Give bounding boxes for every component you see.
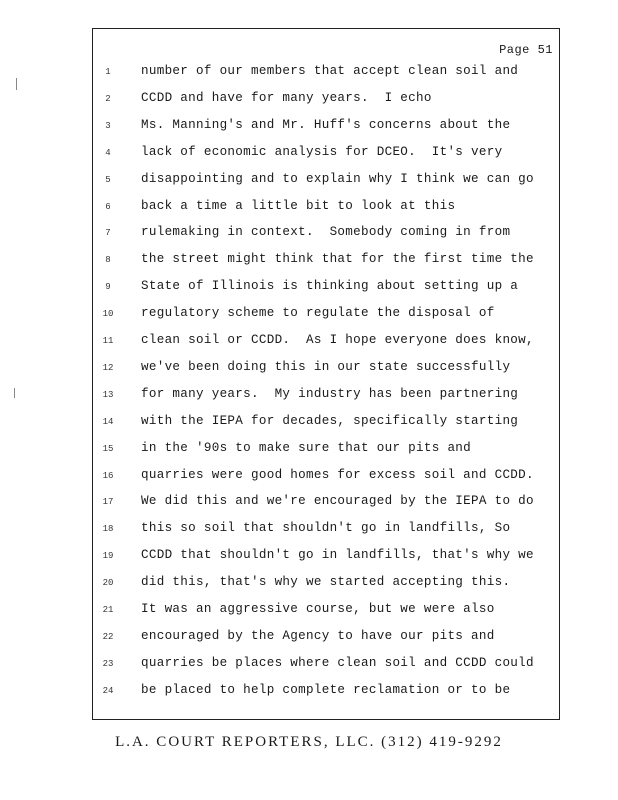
line-number: 7 [105, 228, 111, 239]
transcript-line [93, 278, 559, 298]
line-number: 9 [105, 282, 111, 293]
transcript-line [93, 467, 559, 487]
line-text: in the '90s to make sure that our pits and [141, 440, 472, 455]
line-number: 12 [102, 362, 114, 373]
line-text: regulatory scheme to regulate the disposal of [141, 306, 495, 321]
transcript-line [93, 305, 559, 325]
transcript-line [93, 682, 559, 702]
line-text: disappointing and to explain why I think we can go [141, 171, 534, 186]
line-number: 11 [102, 336, 114, 346]
transcript-line [93, 440, 559, 460]
line-number: 15 [102, 443, 114, 454]
transcript-line [93, 628, 559, 648]
transcript-line [93, 224, 559, 244]
transcript-page [92, 28, 560, 720]
line-text: State of Illinois is thinking about setting up a [141, 279, 519, 294]
line-text: Ms. Manning's and Mr. Huff's concerns about the [141, 117, 511, 132]
line-number: 10 [102, 309, 114, 320]
transcript-line [93, 117, 559, 137]
transcript-line [93, 63, 559, 83]
line-text: We did this and we're encouraged by the IEPA to do [141, 494, 534, 509]
line-text: clean soil or CCDD. As I hope everyone does know, [141, 333, 534, 347]
transcript-line [93, 386, 559, 406]
line-number: 2 [105, 93, 111, 104]
transcript-line [93, 655, 559, 675]
line-number: 22 [102, 631, 114, 642]
margin-mark [16, 78, 17, 90]
line-number: 24 [102, 685, 114, 696]
transcript-line [93, 493, 559, 513]
line-number: 13 [102, 389, 114, 400]
line-number: 14 [102, 416, 114, 427]
line-text: quarries be places where clean soil and CCDD could [141, 655, 534, 670]
line-text: this so soil that shouldn't go in landfills, So [141, 521, 511, 536]
line-number: 21 [102, 605, 114, 615]
line-text: for many years. My industry has been partnering [141, 386, 519, 401]
transcript-line [93, 574, 559, 594]
line-number: 17 [102, 497, 114, 508]
line-number: 6 [105, 201, 111, 212]
footer-reporter-info: L.A. COURT REPORTERS, LLC. (312) 419-9292 [115, 734, 503, 750]
line-text: encouraged by the Agency to have our pits and [141, 628, 495, 643]
transcript-line [93, 413, 559, 433]
transcript-line [93, 90, 559, 110]
line-text: be placed to help complete reclamation or to be [141, 682, 511, 697]
transcript-line [93, 359, 559, 379]
margin-mark [14, 388, 15, 398]
line-text: we've been doing this in our state successfully [141, 359, 511, 374]
line-number: 1 [105, 67, 111, 77]
line-number: 3 [105, 120, 111, 131]
line-number: 18 [102, 524, 114, 535]
line-number: 23 [102, 658, 114, 669]
transcript-line [93, 144, 559, 164]
line-text: rulemaking in context. Somebody coming in from [141, 225, 511, 240]
line-text: the street might think that for the first time the [141, 252, 534, 267]
transcript-line [93, 601, 559, 621]
line-text: lack of economic analysis for DCEO. It's very [141, 144, 503, 159]
line-text: quarries were good homes for excess soil and CCDD. [141, 467, 534, 482]
transcript-line [93, 171, 559, 191]
line-text: CCDD that shouldn't go in landfills, that's why we [141, 548, 534, 563]
line-text: with the IEPA for decades, specifically starting [141, 413, 519, 428]
line-number: 16 [102, 470, 114, 481]
line-text: did this, that's why we started accepting this. [141, 575, 511, 590]
line-text: back a time a little bit to look at this [141, 198, 456, 213]
line-number: 5 [105, 174, 111, 185]
transcript-line [93, 332, 559, 352]
line-number: 20 [102, 578, 114, 589]
line-text: CCDD and have for many years. I echo [141, 90, 432, 105]
transcript-line [93, 251, 559, 271]
line-text: number of our members that accept clean soil and [141, 64, 519, 78]
transcript-line [93, 198, 559, 218]
page-number: Page 51 [499, 43, 553, 57]
line-number: 4 [105, 147, 111, 158]
transcript-line [93, 520, 559, 540]
transcript-line [93, 547, 559, 567]
line-number: 19 [102, 551, 114, 562]
line-number: 8 [105, 255, 111, 266]
line-text: It was an aggressive course, but we were also [141, 602, 495, 616]
